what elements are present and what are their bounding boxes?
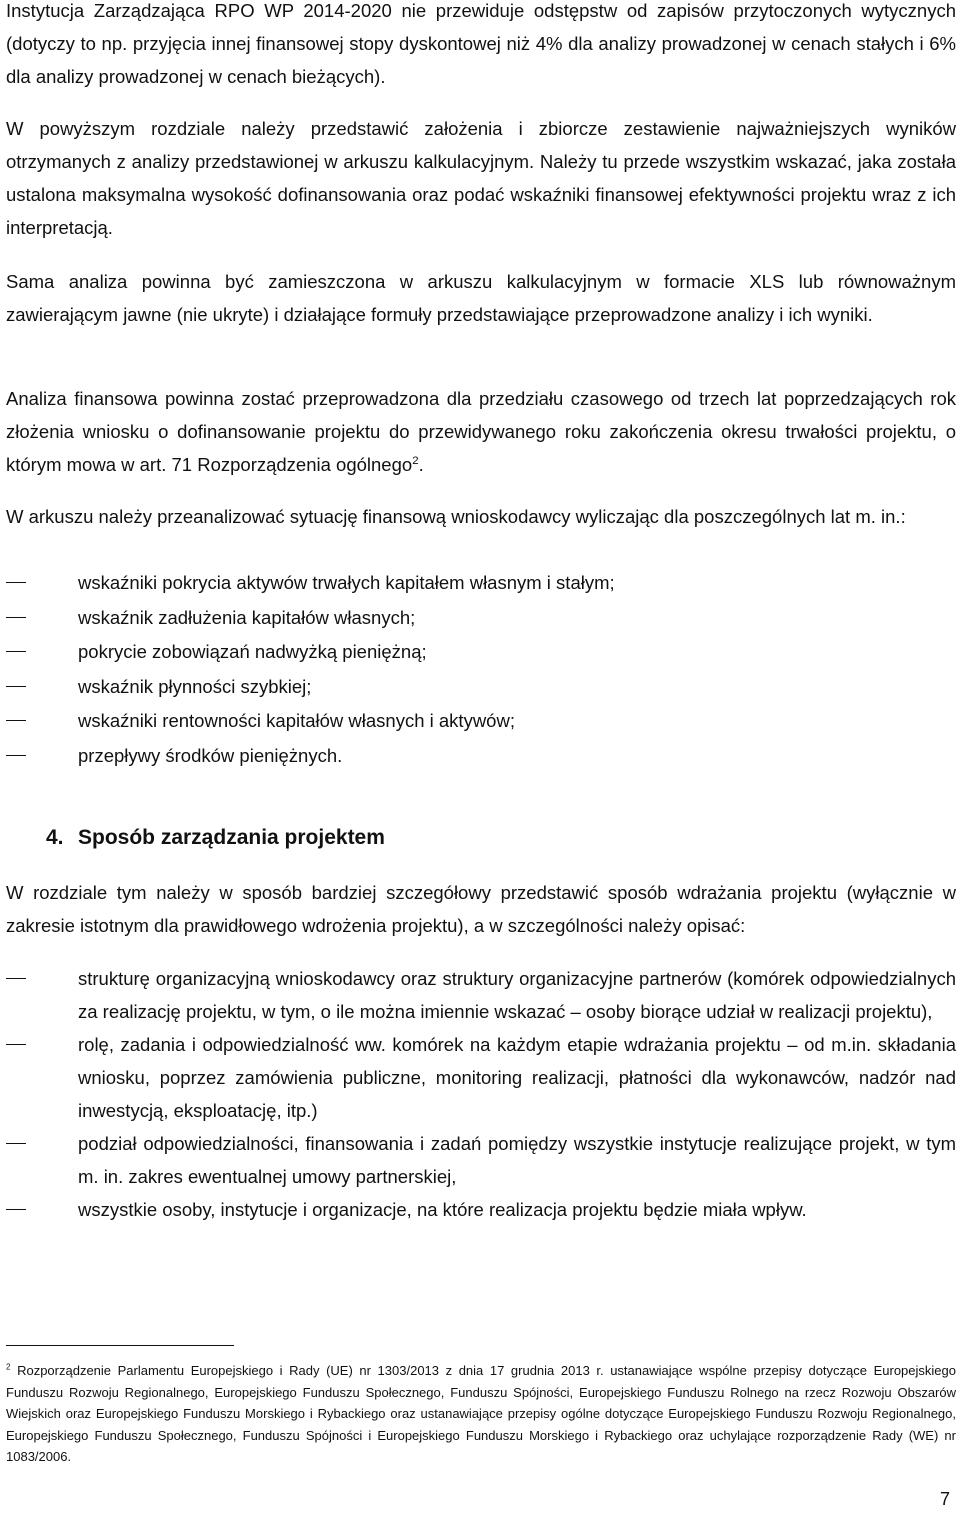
list-item: [6, 1028, 956, 1127]
paragraph-project-management: W rozdziale tym należy w sposób bardziej szczegółowy przedstawić sposób wdrażania projektu (wyłącznie w zakresie istotnym dla prawidłowego wdrożenia projektu), a w szczególności należy opisać:: [6, 882, 956, 936]
list-item-text: podział odpowiedzialności, finansowania i zadań pomiędzy wszystkie instytucje realizujące projekt, w tym m. in. zakres ewentualnej umowy partnerskiej,: [78, 1133, 956, 1187]
list-item: [6, 566, 956, 601]
list-item-text: wskaźniki pokrycia aktywów trwałych kapitałem własnym i stałym;: [78, 572, 615, 593]
list-item: [6, 1193, 956, 1226]
paragraph-analysis-period-text: Analiza finansowa powinna zostać przeprowadzona dla przedziału czasowego od trzech lat poprzedzających rok złożenia wniosku o dofinansowanie projektu do przewidywanego roku zakończenia okresu trwałości projektu, o którym mowa w art. 71 Rozporządzenia ogólnego: [6, 388, 956, 475]
list-item-text: rolę, zadania i odpowiedzialność ww. komórek na każdym etapie wdrażania projektu – od m.in. składania wniosku, poprzez zamówienia publiczne, monitoring realizacji, płatności dla wykonawców, nadzór nad inwestycją, eksploatację, itp.): [78, 1034, 956, 1121]
footnote-text: Rozporządzenie Parlamentu Europejskiego i Rady (UE) nr 1303/2013 z dnia 17 grudnia 2013 r. ustanawiające wspólne przepisy dotyczące Europejskiego Funduszu Rozwoju Regionalnego, Europejskiego Funduszu Społecznego, Funduszu Spójności, Europejskiego Funduszu Rolnego na rzecz Rozwoju Obszarów Wiejskich oraz Europejskiego Funduszu Morskiego i Rybackiego oraz ustanawiające przepisy ogólne dotyczące Europejskiego Funduszu Rozwoju Regionalnego, Europejskiego Funduszu Społecznego, Funduszu Spójności i Europejskiego Funduszu Morskiego i Rybackiego oraz uchylające rozporządzenie Rady (WE) nr 1083/2006.: [6, 1363, 956, 1464]
footnote: [6, 1360, 956, 1468]
dash-bullet-icon: [6, 617, 26, 618]
dash-bullet-icon: [6, 755, 26, 756]
intro-paragraph: Instytucja Zarządzająca RPO WP 2014-2020 nie przewiduje odstępstw od zapisów przytoczonych wytycznych (dotyczy to np. przyjęcia innej finansowej stopy dyskontowej niż 4% dla analizy prowadzonej w cenach stałych i 6% dla analizy prowadzonej w cenach bieżących).: [6, 0, 956, 87]
dash-bullet-icon: [6, 651, 26, 652]
list-item-text: wskaźnik płynności szybkiej;: [78, 675, 312, 697]
paragraph-results-summary: W powyższym rozdziale należy przedstawić założenia i zbiorcze zestawienie najważniejszych wyników otrzymanych z analizy przedstawionej w arkuszu kalkulacyjnym. Należy tu przede wszystkim wskazać, jaka została ustalona maksymalna wysokość dofinansowania oraz podać wskaźniki finansowej efektywności projektu wraz z ich interpretacją.: [6, 118, 956, 238]
footnote-reference[interactable]: 2: [412, 454, 419, 467]
section-title: Sposób zarządzania projektem: [78, 826, 385, 849]
list-item: [6, 635, 956, 670]
list-item: [6, 704, 956, 739]
list-item-text: wszystkie osoby, instytucje i organizacje, na które realizacja projektu będzie miała wpływ.: [78, 1199, 807, 1220]
list-item-text: pokrycie zobowiązań nadwyżką pieniężną;: [78, 641, 427, 662]
dash-bullet-icon: [6, 582, 26, 583]
dash-bullet-icon: [6, 1209, 26, 1210]
list-item: [6, 962, 956, 1028]
paragraph-spreadsheet: Sama analiza powinna być zamieszczona w arkuszu kalkulacyjnym w formacie XLS lub równoważnym zawierającym jawne (nie ukryte) i działające formuły przedstawiające przeprowadzone analizy i ich wyniki.: [6, 271, 956, 325]
list-item-text: strukturę organizacyjną wnioskodawcy oraz struktury organizacyjne partnerów (komórek odpowiedzialnych za realizację projektu, w tym, o ile można imiennie wskazać – osoby biorące udział w realizacji projektu),: [78, 968, 956, 1022]
paragraph-financial-situation: W arkuszu należy przeanalizować sytuację finansową wnioskodawcy wyliczając dla poszczególnych lat m. in.:: [6, 506, 906, 527]
section-heading: [46, 820, 385, 856]
list-item: [6, 670, 956, 705]
list-item: [6, 1127, 956, 1193]
dash-bullet-icon: [6, 720, 26, 721]
dash-bullet-icon: [6, 1143, 26, 1144]
paragraph-analysis-period: [6, 382, 956, 481]
footnote-marker: 2: [6, 1362, 11, 1372]
footnote-divider: [6, 1345, 234, 1346]
dash-bullet-icon: [6, 1044, 26, 1045]
list-item-text: przepływy środków pieniężnych.: [78, 744, 343, 766]
dash-bullet-icon: [6, 978, 26, 979]
financial-indicators-list: [6, 566, 956, 773]
management-topics-list: [6, 962, 956, 1226]
section-number: 4.: [46, 826, 64, 849]
list-item-text: wskaźniki rentowności kapitałów własnych i aktywów;: [78, 710, 515, 731]
paragraph-analysis-period-end: .: [418, 454, 424, 475]
page-number: 7: [940, 1489, 951, 1509]
dash-bullet-icon: [6, 686, 26, 687]
list-item-text: wskaźnik zadłużenia kapitałów własnych;: [78, 606, 416, 628]
list-item: [6, 601, 956, 636]
list-item: [6, 739, 956, 774]
